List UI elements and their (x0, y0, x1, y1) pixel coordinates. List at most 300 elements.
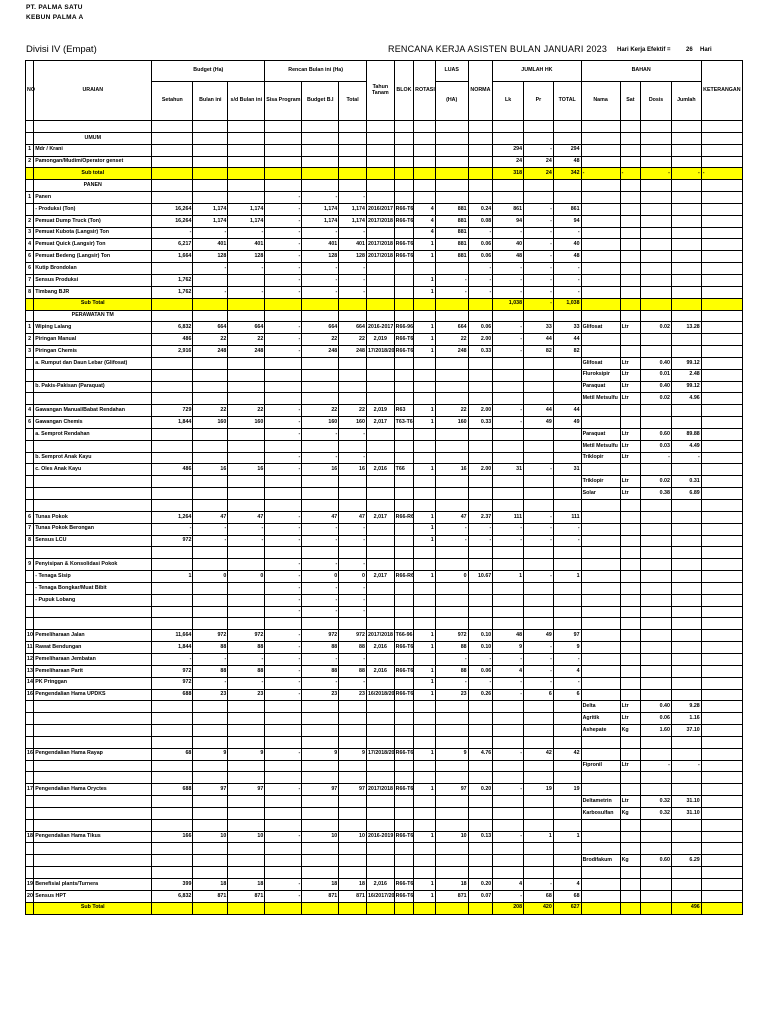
table-cell (671, 464, 701, 476)
table-cell: 6 (26, 263, 34, 275)
table-cell: 342 (553, 168, 581, 180)
table-cell (524, 180, 554, 192)
table-cell (414, 843, 436, 855)
table-cell: Metil Metsulfu (581, 393, 620, 405)
table-cell (193, 488, 228, 500)
table-cell: 10 (228, 831, 265, 843)
table-cell (414, 369, 436, 381)
table-cell (701, 203, 742, 215)
table-cell (524, 310, 554, 322)
table-cell: 972 (339, 630, 367, 642)
table-cell: 6 (26, 511, 34, 523)
table-cell: 0.10 (468, 642, 493, 654)
table-cell: Paraquat (581, 428, 620, 440)
col-setahun: Setahun (152, 82, 193, 121)
table-cell (228, 819, 265, 831)
table-row (26, 879, 743, 891)
table-cell (581, 867, 620, 879)
table-cell: Agritik (581, 713, 620, 725)
table-cell: - (524, 665, 554, 677)
table-cell: 22 (193, 405, 228, 417)
table-cell: - (302, 452, 339, 464)
table-cell: 4 (26, 239, 34, 251)
table-cell (701, 547, 742, 559)
table-cell (468, 618, 493, 630)
table-cell: 0.02 (641, 322, 672, 334)
table-cell (701, 156, 742, 168)
table-cell: - (524, 251, 554, 263)
table-cell: 9 (553, 642, 581, 654)
table-cell (620, 665, 641, 677)
table-cell: 1 (414, 511, 436, 523)
table-cell (701, 144, 742, 156)
table-cell: - (228, 263, 265, 275)
table-row (26, 867, 743, 879)
table-cell (394, 121, 414, 133)
table-cell: - (265, 594, 302, 606)
table-cell (228, 725, 265, 737)
table-cell: - (265, 689, 302, 701)
table-cell (701, 286, 742, 298)
table-cell: - (339, 227, 367, 239)
table-cell: - (265, 582, 302, 594)
table-cell: - (265, 511, 302, 523)
table-cell: 2,017 (366, 511, 394, 523)
table-cell (435, 298, 468, 310)
table-cell (701, 582, 742, 594)
table-cell: Wiping Lalang (34, 322, 152, 334)
table-cell: 111 (553, 511, 581, 523)
table-cell: Sensus Produksi (34, 274, 152, 286)
table-cell (581, 523, 620, 535)
table-cell (302, 713, 339, 725)
table-cell: 0.06 (468, 239, 493, 251)
table-cell: 401 (302, 239, 339, 251)
table-cell: 31 (553, 464, 581, 476)
table-cell: 729 (152, 405, 193, 417)
table-cell (493, 428, 524, 440)
table-cell (468, 121, 493, 133)
table-cell (152, 819, 193, 831)
table-cell: Pemuat Bedeng (Langsir) Ton (34, 251, 152, 263)
table-cell: 1,844 (152, 417, 193, 429)
table-cell: 22 (302, 405, 339, 417)
table-cell (553, 500, 581, 512)
table-cell: 2,016 (366, 879, 394, 891)
table-cell (228, 452, 265, 464)
table-cell: 160 (435, 417, 468, 429)
table-cell: 33 (553, 322, 581, 334)
table-cell (435, 369, 468, 381)
table-cell: 166 (152, 831, 193, 843)
table-cell: R66-T6 (394, 239, 414, 251)
table-cell: 881 (435, 215, 468, 227)
table-cell: 1 (414, 346, 436, 358)
table-cell (701, 855, 742, 867)
table-cell: 8 (26, 535, 34, 547)
table-cell: 47 (193, 511, 228, 523)
table-cell (435, 452, 468, 464)
table-cell: 0.06 (468, 665, 493, 677)
table-cell (701, 322, 742, 334)
table-cell (581, 689, 620, 701)
table-cell (26, 488, 34, 500)
table-cell (366, 428, 394, 440)
table-cell: 88 (435, 665, 468, 677)
table-cell (468, 132, 493, 144)
table-cell: - (553, 523, 581, 535)
table-cell (228, 594, 265, 606)
table-cell (265, 310, 302, 322)
table-cell: - (339, 192, 367, 204)
table-cell (26, 452, 34, 464)
table-cell (493, 357, 524, 369)
table-cell (701, 642, 742, 654)
table-cell: 17/2018/20 (366, 748, 394, 760)
table-cell (468, 310, 493, 322)
table-cell: 22 (339, 405, 367, 417)
table-cell: - (228, 523, 265, 535)
table-cell (620, 346, 641, 358)
table-cell: R66-T6 (394, 665, 414, 677)
table-cell (553, 701, 581, 713)
table-cell (394, 452, 414, 464)
table-cell (435, 606, 468, 618)
table-cell (339, 488, 367, 500)
table-cell (26, 855, 34, 867)
work-plan-table (25, 60, 743, 915)
table-cell: - (265, 417, 302, 429)
table-cell: - (228, 677, 265, 689)
table-cell (366, 618, 394, 630)
table-cell (581, 843, 620, 855)
table-cell: 0.02 (641, 393, 672, 405)
table-cell: 23 (339, 689, 367, 701)
table-cell (620, 547, 641, 559)
table-cell: 2017/2018 (366, 251, 394, 263)
table-cell (193, 298, 228, 310)
table-row (26, 274, 743, 286)
table-cell (620, 310, 641, 322)
table-cell (414, 819, 436, 831)
table-cell (620, 843, 641, 855)
table-cell (493, 713, 524, 725)
table-row (26, 630, 743, 642)
table-cell: 7 (26, 523, 34, 535)
table-cell: 48 (553, 156, 581, 168)
table-cell (553, 393, 581, 405)
table-cell (34, 855, 152, 867)
table-cell (152, 760, 193, 772)
table-cell (339, 132, 367, 144)
table-cell: 2016-2019 (366, 831, 394, 843)
table-cell (34, 547, 152, 559)
table-cell (265, 381, 302, 393)
table-cell (366, 796, 394, 808)
table-cell (414, 760, 436, 772)
table-cell: Rawat Bendungan (34, 642, 152, 654)
table-cell: 4 (414, 203, 436, 215)
table-cell: 0.01 (641, 369, 672, 381)
table-cell (339, 156, 367, 168)
table-cell (228, 357, 265, 369)
table-cell: Ltr (620, 322, 641, 334)
table-cell (414, 796, 436, 808)
table-cell (524, 192, 554, 204)
table-cell: 2016/2017 (366, 203, 394, 215)
table-cell (468, 807, 493, 819)
table-cell (339, 725, 367, 737)
table-cell: 99.12 (671, 357, 701, 369)
table-cell (435, 796, 468, 808)
table-cell (435, 168, 468, 180)
table-cell (228, 488, 265, 500)
table-cell (671, 215, 701, 227)
table-cell (671, 192, 701, 204)
table-cell (302, 180, 339, 192)
table-cell: - (435, 677, 468, 689)
table-cell (524, 369, 554, 381)
table-cell (394, 286, 414, 298)
table-cell: 2017/2018 (366, 239, 394, 251)
table-cell (339, 796, 367, 808)
table-cell (265, 902, 302, 914)
table-cell: - (524, 298, 554, 310)
table-cell (671, 547, 701, 559)
table-cell (339, 843, 367, 855)
table-cell: - (152, 227, 193, 239)
table-cell: - (339, 535, 367, 547)
table-cell: 0.02 (641, 476, 672, 488)
table-cell: 1.60 (641, 725, 672, 737)
table-cell: Ltr (620, 393, 641, 405)
table-cell: Benefisial plants/Turnera (34, 879, 152, 891)
col-luas-group: LUAS (435, 61, 468, 82)
table-cell (339, 440, 367, 452)
table-cell (524, 500, 554, 512)
table-cell: Ltr (620, 760, 641, 772)
table-cell (193, 121, 228, 133)
table-cell (265, 701, 302, 713)
table-cell (339, 476, 367, 488)
table-cell: 1,174 (228, 203, 265, 215)
table-cell: Fipronil (581, 760, 620, 772)
table-cell (366, 819, 394, 831)
table-cell: 6.29 (671, 855, 701, 867)
table-cell: 47 (339, 511, 367, 523)
table-cell (302, 618, 339, 630)
table-cell (228, 121, 265, 133)
table-cell (524, 772, 554, 784)
table-cell (34, 618, 152, 630)
table-cell (394, 772, 414, 784)
table-cell (701, 405, 742, 417)
table-cell (701, 902, 742, 914)
table-cell: - (265, 405, 302, 417)
table-cell: 20 (26, 890, 34, 902)
table-cell (339, 180, 367, 192)
table-cell (339, 369, 367, 381)
table-cell (394, 428, 414, 440)
table-cell (553, 618, 581, 630)
table-cell (581, 594, 620, 606)
table-cell: 0.20 (468, 879, 493, 891)
table-cell (671, 156, 701, 168)
table-cell: - (302, 677, 339, 689)
table-cell (641, 464, 672, 476)
table-cell: 0.40 (641, 701, 672, 713)
table-cell: 2.37 (468, 511, 493, 523)
table-cell (553, 369, 581, 381)
table-row (26, 807, 743, 819)
table-cell (193, 381, 228, 393)
table-cell (641, 547, 672, 559)
table-cell (435, 701, 468, 713)
table-cell (641, 239, 672, 251)
table-cell: 160 (193, 417, 228, 429)
table-cell (193, 807, 228, 819)
table-cell (468, 452, 493, 464)
table-cell (193, 867, 228, 879)
table-cell (265, 156, 302, 168)
table-cell: Ltr (620, 488, 641, 500)
table-cell (228, 618, 265, 630)
plan-title: RENCANA KERJA ASISTEN BULAN JANUARI 2023 (388, 44, 608, 54)
table-cell (620, 642, 641, 654)
table-cell (193, 902, 228, 914)
table-cell: 0 (193, 571, 228, 583)
table-row (26, 713, 743, 725)
table-cell: Gawangan Chemis (34, 417, 152, 429)
table-cell (394, 381, 414, 393)
table-cell (641, 689, 672, 701)
table-row (26, 298, 743, 310)
table-cell: - (339, 606, 367, 618)
table-cell: Pengendalian Hama UPDKS (34, 689, 152, 701)
table-cell (193, 606, 228, 618)
table-cell: 486 (152, 334, 193, 346)
table-cell: - (620, 168, 641, 180)
table-cell (339, 547, 367, 559)
table-cell (581, 736, 620, 748)
table-cell (468, 180, 493, 192)
table-cell (671, 772, 701, 784)
table-cell: 6 (26, 251, 34, 263)
table-cell: 6,832 (152, 322, 193, 334)
table-cell (435, 843, 468, 855)
table-cell (265, 488, 302, 500)
table-cell: - (193, 227, 228, 239)
table-cell (394, 807, 414, 819)
table-cell: 1 (414, 334, 436, 346)
table-cell: 31.10 (671, 796, 701, 808)
table-cell: 16/2018/20 (366, 689, 394, 701)
table-cell (468, 796, 493, 808)
table-cell: - (265, 653, 302, 665)
table-cell: Mdr / Krani (34, 144, 152, 156)
table-cell: Kutip Brondolan (34, 263, 152, 275)
table-cell (671, 180, 701, 192)
table-cell (302, 440, 339, 452)
table-cell (435, 263, 468, 275)
table-cell (366, 263, 394, 275)
col-nama: Nama (581, 82, 620, 121)
table-cell (524, 796, 554, 808)
table-cell: 1,264 (152, 511, 193, 523)
table-cell (553, 121, 581, 133)
table-cell: 688 (152, 784, 193, 796)
table-cell (394, 547, 414, 559)
table-cell: 1 (414, 784, 436, 796)
table-cell (366, 488, 394, 500)
table-cell (620, 274, 641, 286)
table-cell (302, 369, 339, 381)
table-cell: 1.16 (671, 713, 701, 725)
table-cell (394, 263, 414, 275)
table-cell: Ltr (620, 381, 641, 393)
table-cell: - (265, 251, 302, 263)
table-cell: - (435, 523, 468, 535)
table-cell (701, 606, 742, 618)
table-cell (524, 559, 554, 571)
table-cell: 18 (26, 831, 34, 843)
table-cell: - (265, 346, 302, 358)
table-cell: - (339, 523, 367, 535)
table-cell: - (339, 677, 367, 689)
table-cell: - (524, 642, 554, 654)
table-cell (34, 867, 152, 879)
table-cell (414, 452, 436, 464)
table-cell (435, 393, 468, 405)
table-cell: - (493, 689, 524, 701)
table-cell (524, 428, 554, 440)
table-cell (394, 440, 414, 452)
table-cell (414, 772, 436, 784)
table-row (26, 653, 743, 665)
table-cell (366, 298, 394, 310)
table-cell: 248 (302, 346, 339, 358)
table-cell (620, 523, 641, 535)
table-cell (265, 476, 302, 488)
table-cell (302, 381, 339, 393)
table-body (26, 121, 743, 915)
table-cell (228, 381, 265, 393)
table-cell (701, 535, 742, 547)
table-cell (435, 807, 468, 819)
table-cell (193, 582, 228, 594)
table-cell: R66-T6 (394, 879, 414, 891)
table-cell: a. Semprot Rendahan (34, 428, 152, 440)
table-cell (152, 393, 193, 405)
table-cell (581, 121, 620, 133)
table-cell (701, 760, 742, 772)
table-cell: 160 (302, 417, 339, 429)
table-cell: 94 (553, 215, 581, 227)
table-cell (26, 203, 34, 215)
table-cell: 1,664 (152, 251, 193, 263)
table-cell (468, 144, 493, 156)
table-cell (193, 594, 228, 606)
table-cell (435, 902, 468, 914)
table-cell: - (524, 571, 554, 583)
table-cell (152, 121, 193, 133)
table-row (26, 523, 743, 535)
table-cell: - (468, 535, 493, 547)
table-cell: 40 (493, 239, 524, 251)
table-cell (339, 772, 367, 784)
table-cell (302, 902, 339, 914)
table-cell: Kg (620, 807, 641, 819)
